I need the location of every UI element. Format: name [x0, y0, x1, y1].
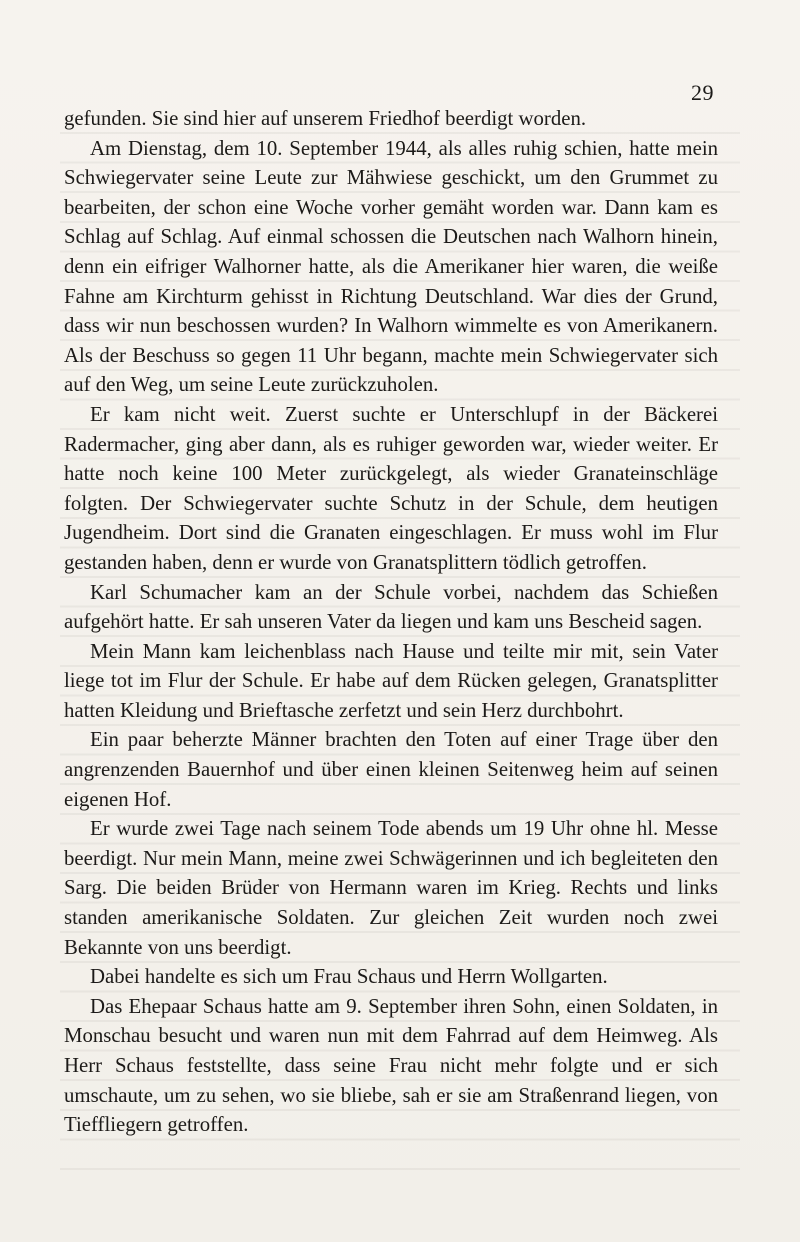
paragraph: Ein paar beherzte Männer brachten den Toten auf einer Trage über den angrenzenden Bauernhof und über einen kleinen Seitenweg heim auf seinen eigenen Hof.	[64, 728, 718, 811]
paragraph: Er kam nicht weit. Zuerst suchte er Unterschlupf in der Bäckerei Radermacher, ging aber dann, als es ruhiger geworden war, wieder weiter. Er hatte noch keine 100 Meter zurückgelegt, als wieder Granateinschläge folgten. Der Schwiegervater suchte Schutz in der Schule, dem heutigen Jugendheim. Dort sind die Granaten eingeschlagen. Er muss wohl im Flur gestanden haben, denn er wurde von Granatsplittern tödlich getroffen.	[64, 402, 718, 574]
body-text	[64, 104, 718, 1140]
paragraph: gefunden. Sie sind hier auf unserem Friedhof beerdigt worden.	[64, 107, 587, 130]
paragraph: Am Dienstag, dem 10. September 1944, als alles ruhig schien, hatte mein Schwiegervater seine Leute zur Mähwiese geschickt, um den Grummet zu bearbeiten, der schon eine Woche vorher gemäht worden war. Dann kam es Schlag auf Schlag. Auf einmal schossen die Deutschen nach Walhorn hinein, denn ein eifriger Walhorner hatte, als die Amerikaner hier waren, die weiße Fahne am Kirchturm gehisst in Richtung Deutschland. War dies der Grund, dass wir nun beschossen wurden? In Walhorn wimmelte es von Amerikanern. Als der Beschuss so gegen 11 Uhr begann, machte mein Schwiegervater sich auf den Weg, um seine Leute zurückzuholen.	[64, 136, 718, 397]
paragraph: Dabei handelte es sich um Frau Schaus und Herrn Wollgarten.	[90, 965, 608, 989]
paragraph: Mein Mann kam leichenblass nach Hause und teilte mir mit, sein Vater liege tot im Flur der Schule. Er habe auf dem Rücken gelegen, Granatsplitter hatten Kleidung und Brieftasche zerfetzt und sein Herz durchbohrt.	[64, 639, 718, 722]
paragraph: Das Ehepaar Schaus hatte am 9. September ihren Sohn, einen Soldaten, in Monschau besucht und waren nun mit dem Fahrrad auf dem Heimweg. Als Herr Schaus feststellte, dass seine Frau nicht mehr folgte und er sich umschaute, um zu sehen, wo sie bliebe, sah er sie am Straßenrand liegen, von Tieffliegern getroffen.	[64, 994, 718, 1137]
paragraph: Er wurde zwei Tage nach seinem Tode abends um 19 Uhr ohne hl. Messe beerdigt. Nur mein Mann, meine zwei Schwägerinnen und ich begleiteten den Sarg. Die beiden Brüder von Hermann waren im Krieg. Rechts und links standen amerikanische Soldaten. Zur gleichen Zeit wurden noch zwei Bekannte von uns beerdigt.	[64, 817, 718, 959]
page-number: 29	[691, 80, 714, 105]
paragraph: Karl Schumacher kam an der Schule vorbei, nachdem das Schießen aufgehört hatte. Er sah unseren Vater da liegen und kam uns Bescheid sagen.	[64, 580, 718, 634]
